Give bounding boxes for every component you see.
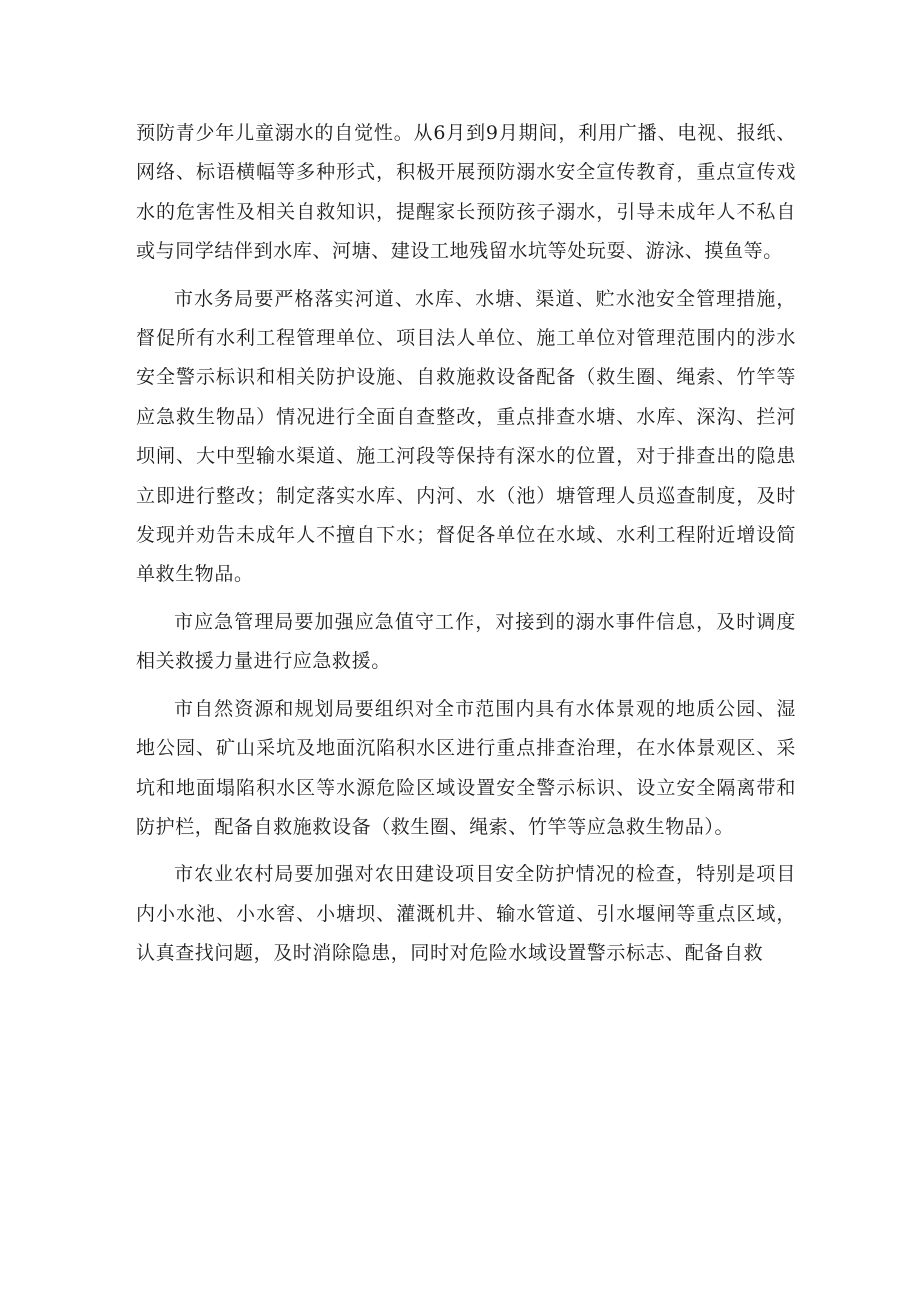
document-body	[136, 114, 796, 982]
paragraph-drowning-awareness: 预防青少年儿童溺水的自觉性。从6月到9月期间，利用广播、电视、报纸、网络、标语横幅等多种形式，积极开展预防溺水安全宣传教育，重点宣传戏水的危害性及相关自救知识，提醒家长预防孩子溺水，引导未成年人不私自或与同学结伴到水库、河塘、建设工地残留水坑等处玩耍、游泳、摸鱼等。	[136, 122, 796, 263]
paragraph-emergency-bureau: 市应急管理局要加强应急值守工作，对接到的溺水事件信息，及时调度相关救援力量进行应急救援。	[136, 610, 796, 673]
paragraph-natural-resources-bureau: 市自然资源和规划局要组织对全市范围内具有水体景观的地质公园、湿地公园、矿山采坑及地面沉陷积水区进行重点排查治理，在水体景观区、采坑和地面塌陷积水区等水源危险区域设置安全警示标识、设立安全隔离带和防护栏，配备自救施救设备（救生圈、绳索、竹竿等应急救生物品）。	[136, 697, 796, 838]
paragraph-agriculture-bureau: 市农业农村局要加强对农田建设项目安全防护情况的检查，特别是项目内小水池、小水窖、小塘坝、灌溉机井、输水管道、引水堰闸等重点区域，认真查找问题，及时消除隐患，同时对危险水域设置警示标志、配备自救	[136, 863, 796, 965]
paragraph-water-affairs-bureau: 市水务局要严格落实河道、水库、水塘、渠道、贮水池安全管理措施，督促所有水利工程管理单位、项目法人单位、施工单位对管理范围内的涉水安全警示标识和相关防护设施、自救施救设备配备（救生圈、绳索、竹竿等应急救生物品）情况进行全面自查整改，重点排查水塘、水库、深沟、拦河坝闸、大中型输水渠道、施工河段等保持有深水的位置，对于排查出的隐患立即进行整改；制定落实水库、内河、水（池）塘管理人员巡查制度，及时发现并劝告未成年人不擅自下水；督促各单位在水域、水利工程附近增设简单救生物品。	[136, 287, 796, 586]
